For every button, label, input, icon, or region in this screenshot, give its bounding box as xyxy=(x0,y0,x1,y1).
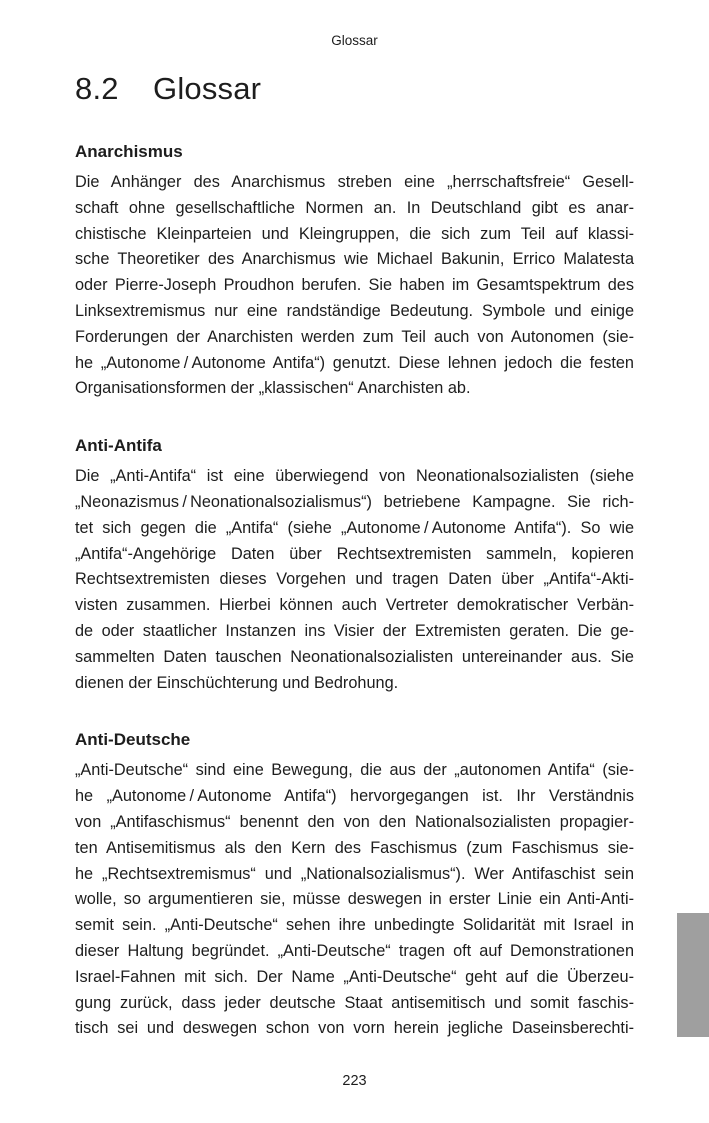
section-number: 8.2 xyxy=(75,71,119,106)
text-line: Rechtsextremisten dieses Vorgehen und tragen Daten über „Antifa“-Akti- xyxy=(75,570,634,589)
text-line: Israel-Fahnen mit sich. Der Name „Anti-Deutsche“ geht auf die Überzeu- xyxy=(75,967,634,986)
page-title xyxy=(75,70,634,108)
term-paragraph xyxy=(75,170,634,402)
text-line: wolle, so argumentieren sie, müsse deswegen in erster Linie ein Anti-Anti- xyxy=(75,890,634,909)
text-line: „Neonazismus / Neonationalsozialismus“) betriebene Kampagne. Sie rich- xyxy=(75,492,634,511)
text-line: dieser Haltung begründet. „Anti-Deutsche“ tragen oft auf Demonstrationen xyxy=(75,941,634,960)
text-line: tisch sei und deswegen schon von vorn herein jegliche Daseinsberechti- xyxy=(75,1019,634,1038)
text-line: oder Pierre-Joseph Proudhon berufen. Sie haben im Gesamtspektrum des xyxy=(75,276,634,295)
text-line: Linksextremismus nur eine randständige Bedeutung. Symbole und einige xyxy=(75,301,634,320)
text-line: he „Rechtsextremismus“ und „Nationalsozialismus“). Wer Antifaschist sein xyxy=(75,864,634,883)
text-line: dienen der Einschüchterung und Bedrohung. xyxy=(75,673,399,692)
running-head: Glossar xyxy=(331,33,378,48)
text-line: chistische Kleinparteien und Kleingruppen, die sich zum Teil auf klassi- xyxy=(75,224,634,243)
glossary-section xyxy=(75,727,634,1042)
text-line: he „Autonome / Autonome Antifa“) genutzt. Diese lehnen jedoch die festen xyxy=(75,353,634,372)
text-line: de oder staatlicher Instanzen ins Visier der Extremisten geraten. Die ge- xyxy=(75,621,634,640)
text-line: semit sein. „Anti-Deutsche“ sehen ihre unbedingte Solidarität mit Israel in xyxy=(75,916,634,935)
text-line: „Anti-Deutsche“ sind eine Bewegung, die aus der „autonomen Antifa“ (sie- xyxy=(75,761,634,780)
page-content xyxy=(75,70,634,1042)
text-line: Forderungen der Anarchisten werden zum Teil auch von Autonomen (sie- xyxy=(75,327,634,346)
page-number: 223 xyxy=(342,1073,367,1089)
term-heading: Anti-Antifa xyxy=(75,436,162,456)
text-line: schaft ohne gesellschaftliche Normen an. In Deutschland gibt es anar- xyxy=(75,198,634,217)
text-line: he „Autonome / Autonome Antifa“) hervorgegangen ist. Ihr Verständnis xyxy=(75,787,634,806)
text-line: Die „Anti-Antifa“ ist eine überwiegend von Neonationalsozialisten (siehe xyxy=(75,467,634,486)
term-paragraph xyxy=(75,464,634,696)
glossary-section xyxy=(75,433,634,696)
term-heading: Anti-Deutsche xyxy=(75,730,191,750)
glossary-section xyxy=(75,139,634,402)
text-line: tet sich gegen die „Antifa“ (siehe „Autonome / Autonome Antifa“). So wie xyxy=(75,518,634,537)
text-line: sche Theoretiker des Anarchismus wie Michael Bakunin, Errico Malatesta xyxy=(75,250,634,269)
text-line: ten Antisemitismus als den Kern des Faschismus (zum Faschismus sie- xyxy=(75,838,634,857)
term-paragraph xyxy=(75,758,634,1042)
text-line: „Antifa“-Angehörige Daten über Rechtsextremisten sammeln, kopieren xyxy=(75,544,634,563)
text-line: von „Antifaschismus“ benennt den von den Nationalsozialisten propagier- xyxy=(75,812,634,831)
text-line: sammelten Daten tauschen Neonationalsozialisten untereinander aus. Sie xyxy=(75,647,634,666)
term-heading: Anarchismus xyxy=(75,142,183,161)
section-title-text: Glossar xyxy=(153,71,262,106)
text-line: Organisationsformen der „klassischen“ Anarchisten ab. xyxy=(75,379,471,398)
text-line: visten zusammen. Hierbei können auch Vertreter demokratischer Verbän- xyxy=(75,596,634,615)
text-line: gung zurück, dass jeder deutsche Staat antisemitisch und somit faschis- xyxy=(75,993,634,1012)
glossary-sections xyxy=(75,139,634,1042)
thumb-index-tab xyxy=(677,913,709,1037)
text-line: Die Anhänger des Anarchismus streben eine „herrschaftsfreie“ Gesell- xyxy=(75,173,634,191)
